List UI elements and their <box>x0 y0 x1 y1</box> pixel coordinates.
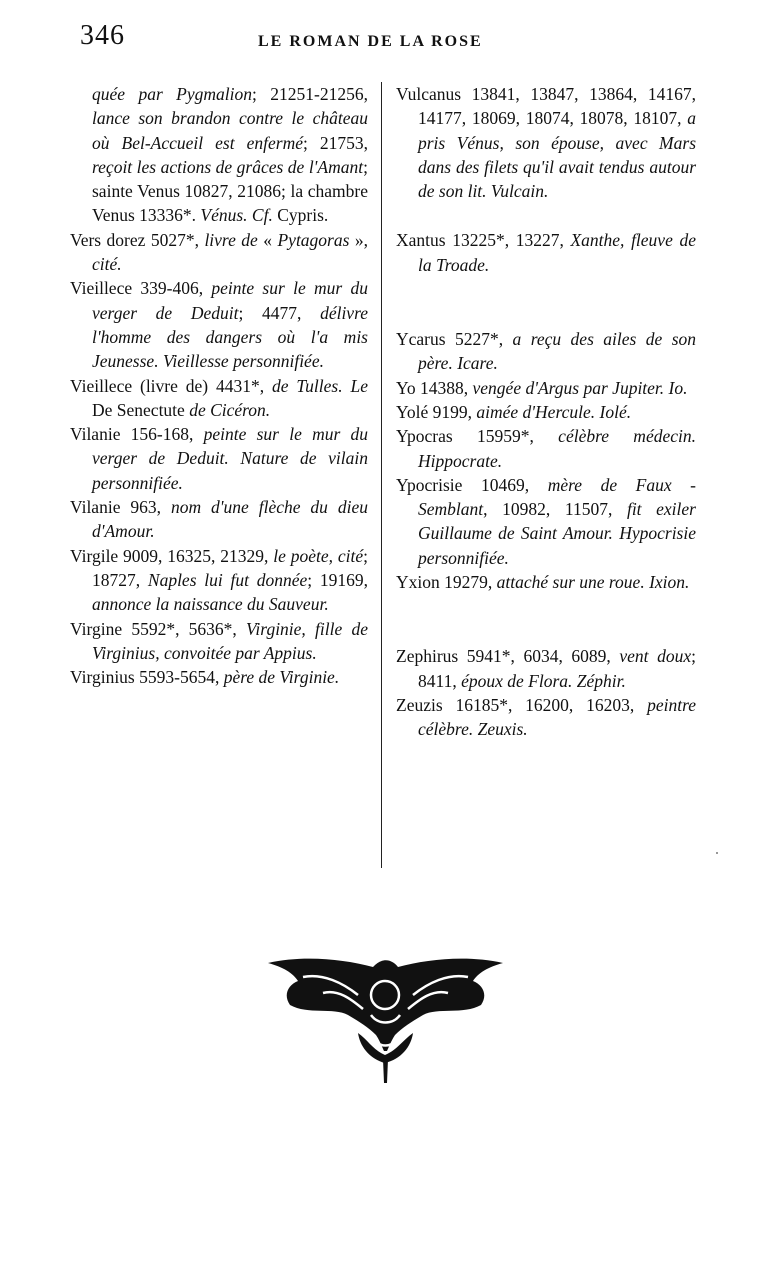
entry-spacer <box>396 277 696 302</box>
tailpiece-ornament-icon <box>263 955 508 1085</box>
entry-text: Ypocrisie 10469, <box>396 474 548 495</box>
column-divider <box>381 82 382 868</box>
entry-text: De Senectute <box>92 399 190 420</box>
entry-text: ; 21753, <box>302 132 368 153</box>
entry-gloss: peintre célèbre. Zeuxis. <box>418 694 696 740</box>
entry-text: ; 18727, <box>92 545 368 590</box>
index-entry <box>70 374 368 423</box>
entry-gloss: vent doux <box>619 646 692 667</box>
entry-text: Xantus 13225*, 13227, <box>396 230 571 251</box>
index-entry <box>70 422 368 495</box>
entry-gloss: cité. <box>92 254 122 275</box>
entry-text: Vulcanus 13841, 13847, 13864, 14167, 14177, 18069, 18074, 18078, 18107, <box>396 84 696 129</box>
entry-gloss: vengée d'Argus par Jupiter. Io. <box>472 377 688 398</box>
entry-text: , 10982, 11507, <box>483 499 627 520</box>
index-entry <box>396 327 696 376</box>
entry-text: ; sainte Venus 10827, 21086; la chambre Venus 13336*. <box>92 156 368 226</box>
entry-text: Zeuzis 16185*, 16200, 16203, <box>396 694 648 715</box>
entry-gloss: fit exiler Guillaume de Saint Amour. Hypocrisie personnifiée. <box>418 499 696 568</box>
index-entry <box>70 276 368 373</box>
entry-gloss: Pytagoras <box>277 229 350 250</box>
index-entry <box>396 473 696 570</box>
index-entry <box>396 644 696 693</box>
index-entry <box>396 400 696 424</box>
entry-text: Virginius 5593-5654, <box>70 667 224 688</box>
entry-gloss: nom d'une flèche du dieu d'Amour. <box>92 497 368 542</box>
entry-gloss: mère de Faux - Semblant <box>418 474 697 520</box>
entry-gloss: époux de Flora. Zéphir. <box>461 670 626 691</box>
printing-speck <box>716 852 718 854</box>
entry-spacer <box>396 619 696 644</box>
entry-gloss: reçoit les actions de grâces de l'Amant <box>92 156 364 177</box>
entry-text: Vieillece (livre de) 4431*, <box>70 375 273 396</box>
index-entry <box>70 617 368 666</box>
entry-gloss: de Cicéron. <box>189 399 271 420</box>
entry-gloss: a pris Vénus, son épouse, avec Mars dans des filets qu'il avait tendus autour de son lit. Vulcain. <box>418 108 696 202</box>
index-entry <box>70 495 368 544</box>
entry-text: Cypris. <box>272 205 329 226</box>
index-entry <box>70 665 368 689</box>
entry-gloss: peinte sur le mur du verger de Deduit <box>92 278 368 323</box>
entry-text: Ycarus 5227*, <box>396 329 513 350</box>
entry-text: Yxion 19279, <box>396 572 497 593</box>
index-entry <box>396 693 696 742</box>
index-entry <box>70 82 368 228</box>
entry-gloss: de Tulles. Le <box>272 375 368 396</box>
entry-gloss: a reçu des ailes de son père. Icare. <box>418 329 697 374</box>
index-column-right <box>396 82 696 742</box>
entry-gloss: peinte sur le mur du verger de Deduit. Nature de vilain personnifiée. <box>92 424 368 493</box>
entry-text: », <box>349 229 369 250</box>
entry-text: Virgine 5592*, 5636*, <box>70 618 247 639</box>
page-number: 346 <box>80 20 125 51</box>
index-entry <box>70 544 368 617</box>
entry-text: ; 21251-21256, <box>252 84 368 104</box>
entry-text: Virgile 9009, 16325, 21329, <box>70 545 274 566</box>
index-entry <box>70 228 368 277</box>
index-entry <box>396 376 696 400</box>
index-column-left <box>70 82 368 689</box>
entry-text: Yo 14388, <box>396 377 473 398</box>
running-title: LE ROMAN DE LA ROSE <box>258 33 483 50</box>
entry-spacer <box>396 203 696 228</box>
entry-gloss: aimée d'Hercule. Iolé. <box>476 401 632 422</box>
entry-gloss: délivre l'homme des dangers où l'a mis Jeunesse. Vieillesse personnifiée. <box>92 302 368 372</box>
entry-gloss: célèbre médecin. Hippocrate. <box>418 426 696 471</box>
index-entry <box>396 424 696 473</box>
entry-gloss: Virginie, fille de Virginius, convoitée par Appius. <box>92 618 369 663</box>
entry-gloss: le poète, cité <box>273 545 364 566</box>
entry-gloss: quée par Pygmalion <box>92 84 252 104</box>
entry-text: Vers dorez 5027*, <box>70 229 205 250</box>
entry-text: ; 8411, <box>418 646 696 691</box>
index-entry <box>396 82 696 203</box>
entry-gloss: Xanthe, fleuve de la Troade. <box>418 230 696 275</box>
entry-spacer <box>396 594 696 619</box>
entry-gloss: attaché sur une roue. Ixion. <box>496 572 690 593</box>
entry-text: Ypocras 15959*, <box>396 426 559 447</box>
entry-gloss: Naples lui fut donnée <box>147 569 308 590</box>
entry-gloss: annonce la naissance du Sauveur. <box>92 594 329 615</box>
index-entry <box>396 228 696 277</box>
index-entry <box>396 570 696 594</box>
entry-gloss: Vénus. Cf. <box>200 205 273 226</box>
entry-gloss: livre de <box>204 229 258 250</box>
entry-text: Vilanie 156-168, <box>70 424 204 445</box>
entry-text: Zephirus 5941*, 6034, 6089, <box>396 646 620 667</box>
entry-text: ; 19169, <box>307 569 368 590</box>
entry-text: Vieillece 339-406, <box>70 278 212 299</box>
entry-gloss: père de Virginie. <box>223 667 340 688</box>
entry-text: « <box>257 229 278 250</box>
entry-text: ; 4477, <box>238 302 321 323</box>
page-header <box>0 0 775 70</box>
entry-gloss: lance son brandon contre le château où Bel-Accueil est enfermé <box>92 108 368 153</box>
entry-text: Vilanie 963, <box>70 497 171 518</box>
entry-spacer <box>396 302 696 327</box>
entry-text: Yolé 9199, <box>396 401 477 422</box>
